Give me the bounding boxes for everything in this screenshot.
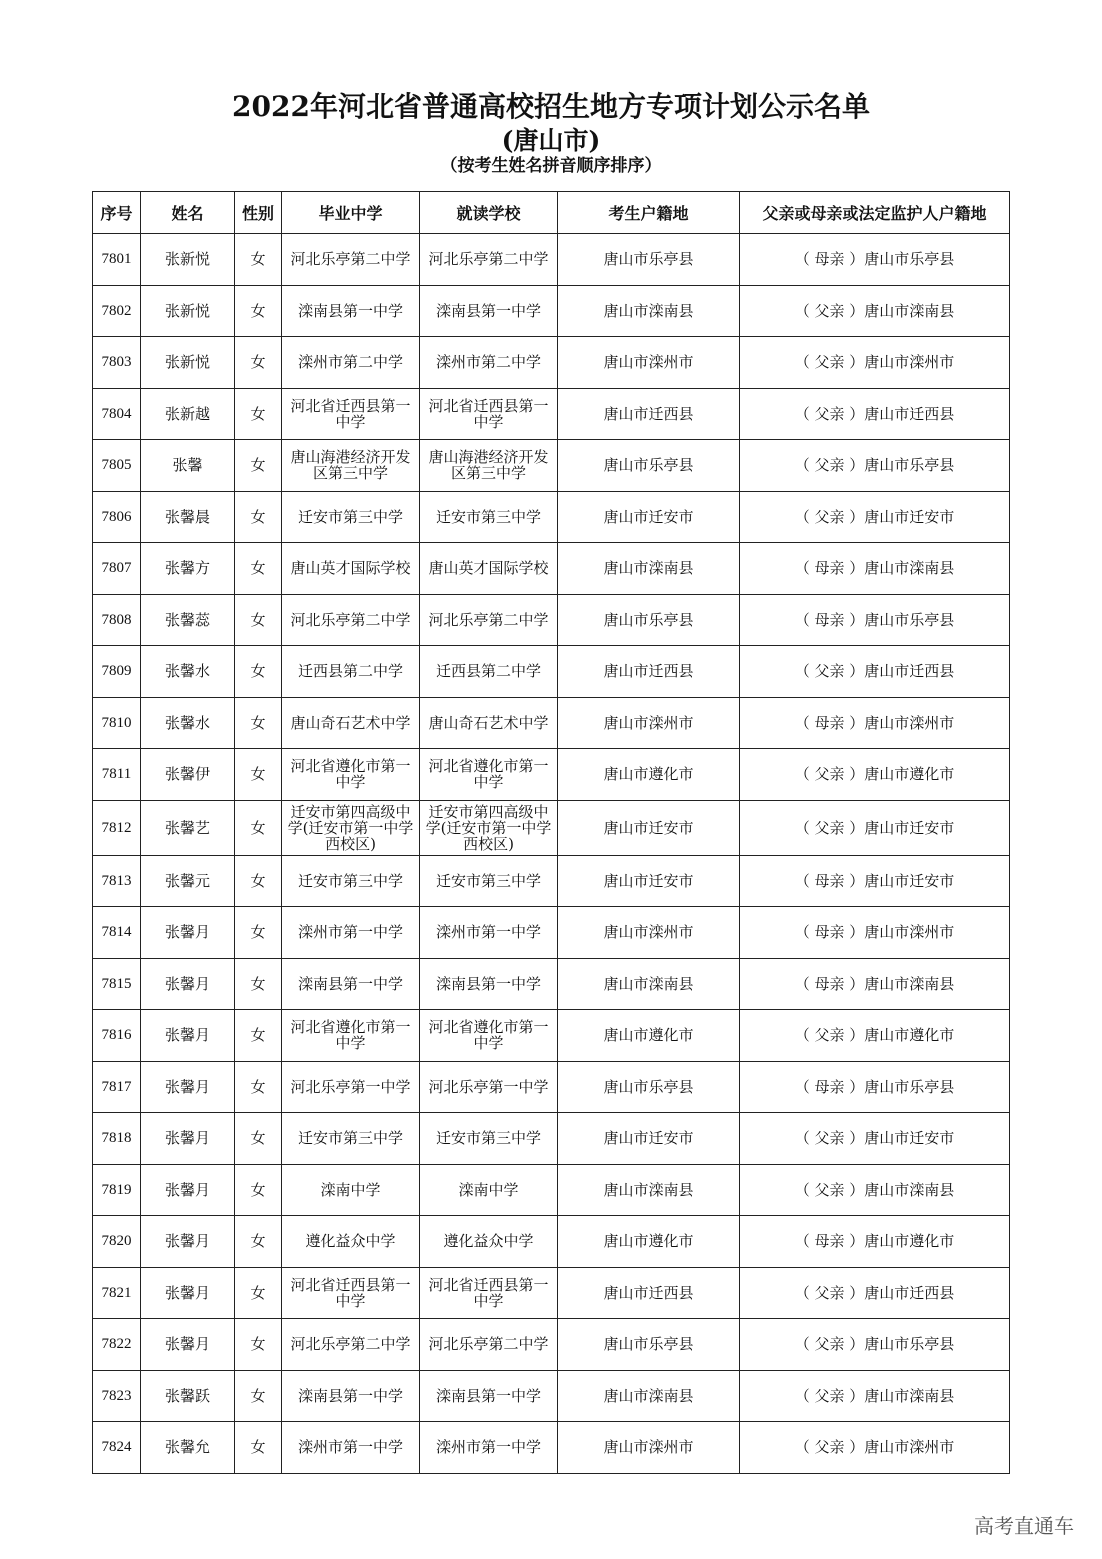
cell-index: 7805 [93, 440, 141, 492]
cell-index: 7824 [93, 1422, 141, 1474]
table-row [93, 800, 1010, 855]
cell-graduation-school: 河北乐亭第二中学 [282, 234, 420, 286]
cell-index: 7808 [93, 594, 141, 646]
cell-graduation-school: 河北乐亭第二中学 [282, 594, 420, 646]
cell-name: 张馨伊 [141, 749, 235, 801]
cell-gender: 女 [235, 234, 282, 286]
cell-guardian-hukou: （ 父亲 ）唐山市滦南县 [740, 1164, 1010, 1216]
table-row [93, 234, 1010, 286]
cell-index: 7810 [93, 697, 141, 749]
cell-gender: 女 [235, 646, 282, 698]
cell-current-school: 滦州市第一中学 [420, 1422, 558, 1474]
table-row [93, 855, 1010, 907]
cell-gender: 女 [235, 1319, 282, 1371]
table-row [93, 697, 1010, 749]
cell-hukou: 唐山市遵化市 [558, 1010, 740, 1062]
cell-guardian-hukou: （ 父亲 ）唐山市迁安市 [740, 491, 1010, 543]
cell-name: 张馨月 [141, 1267, 235, 1319]
cell-gender: 女 [235, 543, 282, 595]
cell-guardian-hukou: （ 母亲 ）唐山市滦州市 [740, 907, 1010, 959]
table-row [93, 594, 1010, 646]
cell-current-school: 遵化益众中学 [420, 1216, 558, 1268]
cell-current-school: 河北省迁西县第一中学 [420, 1267, 558, 1319]
table-row [93, 1164, 1010, 1216]
cell-graduation-school: 迁安市第三中学 [282, 491, 420, 543]
cell-name: 张馨方 [141, 543, 235, 595]
cell-current-school: 河北乐亭第二中学 [420, 1319, 558, 1371]
cell-name: 张馨允 [141, 1422, 235, 1474]
cell-name: 张馨蕊 [141, 594, 235, 646]
cell-current-school: 河北省迁西县第一中学 [420, 388, 558, 440]
cell-hukou: 唐山市滦州市 [558, 907, 740, 959]
cell-index: 7803 [93, 337, 141, 389]
cell-name: 张馨月 [141, 958, 235, 1010]
cell-current-school: 唐山奇石艺术中学 [420, 697, 558, 749]
cell-name: 张馨元 [141, 855, 235, 907]
cell-current-school: 河北省遵化市第一中学 [420, 749, 558, 801]
cell-index: 7820 [93, 1216, 141, 1268]
cell-index: 7807 [93, 543, 141, 595]
table-row [93, 491, 1010, 543]
cell-current-school: 河北省遵化市第一中学 [420, 1010, 558, 1062]
cell-guardian-hukou: （ 母亲 ）唐山市迁安市 [740, 855, 1010, 907]
cell-guardian-hukou: （ 母亲 ）唐山市乐亭县 [740, 594, 1010, 646]
cell-hukou: 唐山市滦州市 [558, 337, 740, 389]
cell-graduation-school: 滦南县第一中学 [282, 958, 420, 1010]
cell-guardian-hukou: （ 母亲 ）唐山市乐亭县 [740, 234, 1010, 286]
cell-current-school: 河北乐亭第二中学 [420, 594, 558, 646]
cell-hukou: 唐山市迁安市 [558, 855, 740, 907]
cell-gender: 女 [235, 958, 282, 1010]
cell-hukou: 唐山市滦南县 [558, 1370, 740, 1422]
cell-current-school: 滦南县第一中学 [420, 1370, 558, 1422]
cell-graduation-school: 唐山奇石艺术中学 [282, 697, 420, 749]
cell-gender: 女 [235, 1370, 282, 1422]
cell-graduation-school: 迁安市第四高级中学(迁安市第一中学西校区) [282, 800, 420, 855]
cell-gender: 女 [235, 749, 282, 801]
cell-index: 7809 [93, 646, 141, 698]
cell-hukou: 唐山市乐亭县 [558, 594, 740, 646]
cell-index: 7801 [93, 234, 141, 286]
cell-name: 张新悦 [141, 285, 235, 337]
roster-table [92, 191, 1010, 1474]
cell-graduation-school: 滦州市第一中学 [282, 1422, 420, 1474]
cell-gender: 女 [235, 800, 282, 855]
sort-note: （按考生姓名拼音顺序排序） [440, 156, 662, 176]
cell-graduation-school: 遵化益众中学 [282, 1216, 420, 1268]
cell-hukou: 唐山市遵化市 [558, 1216, 740, 1268]
cell-graduation-school: 滦南县第一中学 [282, 1370, 420, 1422]
cell-guardian-hukou: （ 父亲 ）唐山市滦州市 [740, 1422, 1010, 1474]
table-row [93, 285, 1010, 337]
cell-hukou: 唐山市迁安市 [558, 491, 740, 543]
cell-hukou: 唐山市迁安市 [558, 1113, 740, 1165]
cell-guardian-hukou: （ 父亲 ）唐山市迁西县 [740, 388, 1010, 440]
cell-index: 7815 [93, 958, 141, 1010]
table-row [93, 749, 1010, 801]
cell-guardian-hukou: （ 母亲 ）唐山市滦南县 [740, 543, 1010, 595]
table-row [93, 388, 1010, 440]
cell-gender: 女 [235, 337, 282, 389]
cell-gender: 女 [235, 491, 282, 543]
cell-current-school: 迁安市第四高级中学(迁安市第一中学西校区) [420, 800, 558, 855]
cell-hukou: 唐山市乐亭县 [558, 1319, 740, 1371]
column-header-index: 序号 [93, 192, 141, 234]
cell-gender: 女 [235, 594, 282, 646]
cell-guardian-hukou: （ 母亲 ）唐山市滦南县 [740, 958, 1010, 1010]
cell-gender: 女 [235, 440, 282, 492]
city-subtitle: (唐山市) [501, 126, 601, 155]
cell-hukou: 唐山市迁安市 [558, 800, 740, 855]
cell-name: 张新悦 [141, 337, 235, 389]
cell-name: 张新越 [141, 388, 235, 440]
cell-graduation-school: 滦南县第一中学 [282, 285, 420, 337]
cell-graduation-school: 河北乐亭第二中学 [282, 1319, 420, 1371]
cell-hukou: 唐山市迁西县 [558, 646, 740, 698]
cell-gender: 女 [235, 1113, 282, 1165]
cell-index: 7813 [93, 855, 141, 907]
column-header-graduation-school: 毕业中学 [282, 192, 420, 234]
cell-index: 7822 [93, 1319, 141, 1371]
cell-hukou: 唐山市滦南县 [558, 543, 740, 595]
table-row [93, 440, 1010, 492]
cell-guardian-hukou: （ 父亲 ）唐山市迁西县 [740, 646, 1010, 698]
cell-name: 张馨月 [141, 1113, 235, 1165]
table-row [93, 646, 1010, 698]
cell-current-school: 迁安市第三中学 [420, 855, 558, 907]
cell-hukou: 唐山市迁西县 [558, 1267, 740, 1319]
cell-hukou: 唐山市迁西县 [558, 388, 740, 440]
cell-guardian-hukou: （ 父亲 ）唐山市迁安市 [740, 800, 1010, 855]
cell-name: 张馨艺 [141, 800, 235, 855]
table-row [93, 958, 1010, 1010]
cell-hukou: 唐山市滦州市 [558, 697, 740, 749]
cell-hukou: 唐山市滦南县 [558, 958, 740, 1010]
cell-gender: 女 [235, 1010, 282, 1062]
cell-current-school: 滦州市第二中学 [420, 337, 558, 389]
cell-guardian-hukou: （ 父亲 ）唐山市迁西县 [740, 1267, 1010, 1319]
cell-index: 7811 [93, 749, 141, 801]
cell-current-school: 河北乐亭第二中学 [420, 234, 558, 286]
cell-name: 张馨月 [141, 1010, 235, 1062]
cell-index: 7804 [93, 388, 141, 440]
cell-gender: 女 [235, 1216, 282, 1268]
cell-current-school: 滦南县第一中学 [420, 958, 558, 1010]
cell-gender: 女 [235, 1061, 282, 1113]
cell-graduation-school: 唐山海港经济开发区第三中学 [282, 440, 420, 492]
column-header-hukou: 考生户籍地 [558, 192, 740, 234]
cell-name: 张新悦 [141, 234, 235, 286]
cell-graduation-school: 河北省遵化市第一中学 [282, 749, 420, 801]
cell-hukou: 唐山市滦南县 [558, 285, 740, 337]
cell-hukou: 唐山市乐亭县 [558, 440, 740, 492]
cell-name: 张馨 [141, 440, 235, 492]
cell-current-school: 迁安市第三中学 [420, 491, 558, 543]
cell-gender: 女 [235, 855, 282, 907]
cell-gender: 女 [235, 388, 282, 440]
table-row [93, 1216, 1010, 1268]
cell-guardian-hukou: （ 母亲 ）唐山市乐亭县 [740, 1061, 1010, 1113]
cell-current-school: 迁西县第二中学 [420, 646, 558, 698]
cell-index: 7823 [93, 1370, 141, 1422]
cell-graduation-school: 滦州市第二中学 [282, 337, 420, 389]
cell-graduation-school: 迁安市第三中学 [282, 855, 420, 907]
column-header-guardian-hukou: 父亲或母亲或法定监护人户籍地 [740, 192, 1010, 234]
cell-guardian-hukou: （ 父亲 ）唐山市滦州市 [740, 337, 1010, 389]
table-row [93, 1319, 1010, 1371]
cell-current-school: 滦南中学 [420, 1164, 558, 1216]
table-row [93, 907, 1010, 959]
cell-name: 张馨跃 [141, 1370, 235, 1422]
column-header-current-school: 就读学校 [420, 192, 558, 234]
table-row [93, 1113, 1010, 1165]
cell-index: 7802 [93, 285, 141, 337]
cell-index: 7816 [93, 1010, 141, 1062]
cell-guardian-hukou: （ 父亲 ）唐山市遵化市 [740, 749, 1010, 801]
cell-gender: 女 [235, 285, 282, 337]
table-row [93, 337, 1010, 389]
cell-current-school: 唐山海港经济开发区第三中学 [420, 440, 558, 492]
cell-index: 7818 [93, 1113, 141, 1165]
cell-graduation-school: 河北乐亭第一中学 [282, 1061, 420, 1113]
cell-name: 张馨晨 [141, 491, 235, 543]
header-row [93, 192, 1010, 234]
cell-name: 张馨月 [141, 1061, 235, 1113]
cell-index: 7817 [93, 1061, 141, 1113]
column-header-name: 姓名 [141, 192, 235, 234]
cell-name: 张馨月 [141, 1216, 235, 1268]
table-row [93, 1061, 1010, 1113]
table-row [93, 543, 1010, 595]
cell-graduation-school: 河北省遵化市第一中学 [282, 1010, 420, 1062]
cell-graduation-school: 唐山英才国际学校 [282, 543, 420, 595]
page-title: 2022年河北省普通高校招生地方专项计划公示名单 [232, 90, 870, 123]
cell-hukou: 唐山市滦州市 [558, 1422, 740, 1474]
cell-gender: 女 [235, 1164, 282, 1216]
cell-current-school: 河北乐亭第一中学 [420, 1061, 558, 1113]
cell-hukou: 唐山市遵化市 [558, 749, 740, 801]
cell-graduation-school: 迁安市第三中学 [282, 1113, 420, 1165]
cell-hukou: 唐山市滦南县 [558, 1164, 740, 1216]
cell-index: 7819 [93, 1164, 141, 1216]
cell-current-school: 唐山英才国际学校 [420, 543, 558, 595]
cell-guardian-hukou: （ 父亲 ）唐山市迁安市 [740, 1113, 1010, 1165]
column-header-gender: 性别 [235, 192, 282, 234]
cell-guardian-hukou: （ 母亲 ）唐山市遵化市 [740, 1216, 1010, 1268]
cell-guardian-hukou: （ 父亲 ）唐山市滦南县 [740, 1370, 1010, 1422]
cell-graduation-school: 河北省迁西县第一中学 [282, 1267, 420, 1319]
cell-graduation-school: 滦州市第一中学 [282, 907, 420, 959]
cell-graduation-school: 河北省迁西县第一中学 [282, 388, 420, 440]
table-row [93, 1370, 1010, 1422]
cell-index: 7812 [93, 800, 141, 855]
cell-name: 张馨水 [141, 646, 235, 698]
watermark: 高考直通车 [974, 1514, 1074, 1538]
cell-guardian-hukou: （ 父亲 ）唐山市滦南县 [740, 285, 1010, 337]
cell-index: 7821 [93, 1267, 141, 1319]
roster-body [93, 234, 1010, 1474]
cell-graduation-school: 滦南中学 [282, 1164, 420, 1216]
cell-guardian-hukou: （ 父亲 ）唐山市遵化市 [740, 1010, 1010, 1062]
cell-index: 7806 [93, 491, 141, 543]
cell-current-school: 滦南县第一中学 [420, 285, 558, 337]
cell-hukou: 唐山市乐亭县 [558, 234, 740, 286]
cell-guardian-hukou: （ 母亲 ）唐山市滦州市 [740, 697, 1010, 749]
cell-graduation-school: 迁西县第二中学 [282, 646, 420, 698]
cell-hukou: 唐山市乐亭县 [558, 1061, 740, 1113]
table-row [93, 1010, 1010, 1062]
cell-name: 张馨月 [141, 1164, 235, 1216]
table-row [93, 1422, 1010, 1474]
cell-name: 张馨月 [141, 907, 235, 959]
cell-gender: 女 [235, 1267, 282, 1319]
cell-guardian-hukou: （ 父亲 ）唐山市乐亭县 [740, 440, 1010, 492]
cell-name: 张馨水 [141, 697, 235, 749]
cell-index: 7814 [93, 907, 141, 959]
cell-name: 张馨月 [141, 1319, 235, 1371]
cell-gender: 女 [235, 907, 282, 959]
cell-gender: 女 [235, 697, 282, 749]
cell-current-school: 迁安市第三中学 [420, 1113, 558, 1165]
cell-current-school: 滦州市第一中学 [420, 907, 558, 959]
cell-guardian-hukou: （ 父亲 ）唐山市乐亭县 [740, 1319, 1010, 1371]
cell-gender: 女 [235, 1422, 282, 1474]
table-row [93, 1267, 1010, 1319]
